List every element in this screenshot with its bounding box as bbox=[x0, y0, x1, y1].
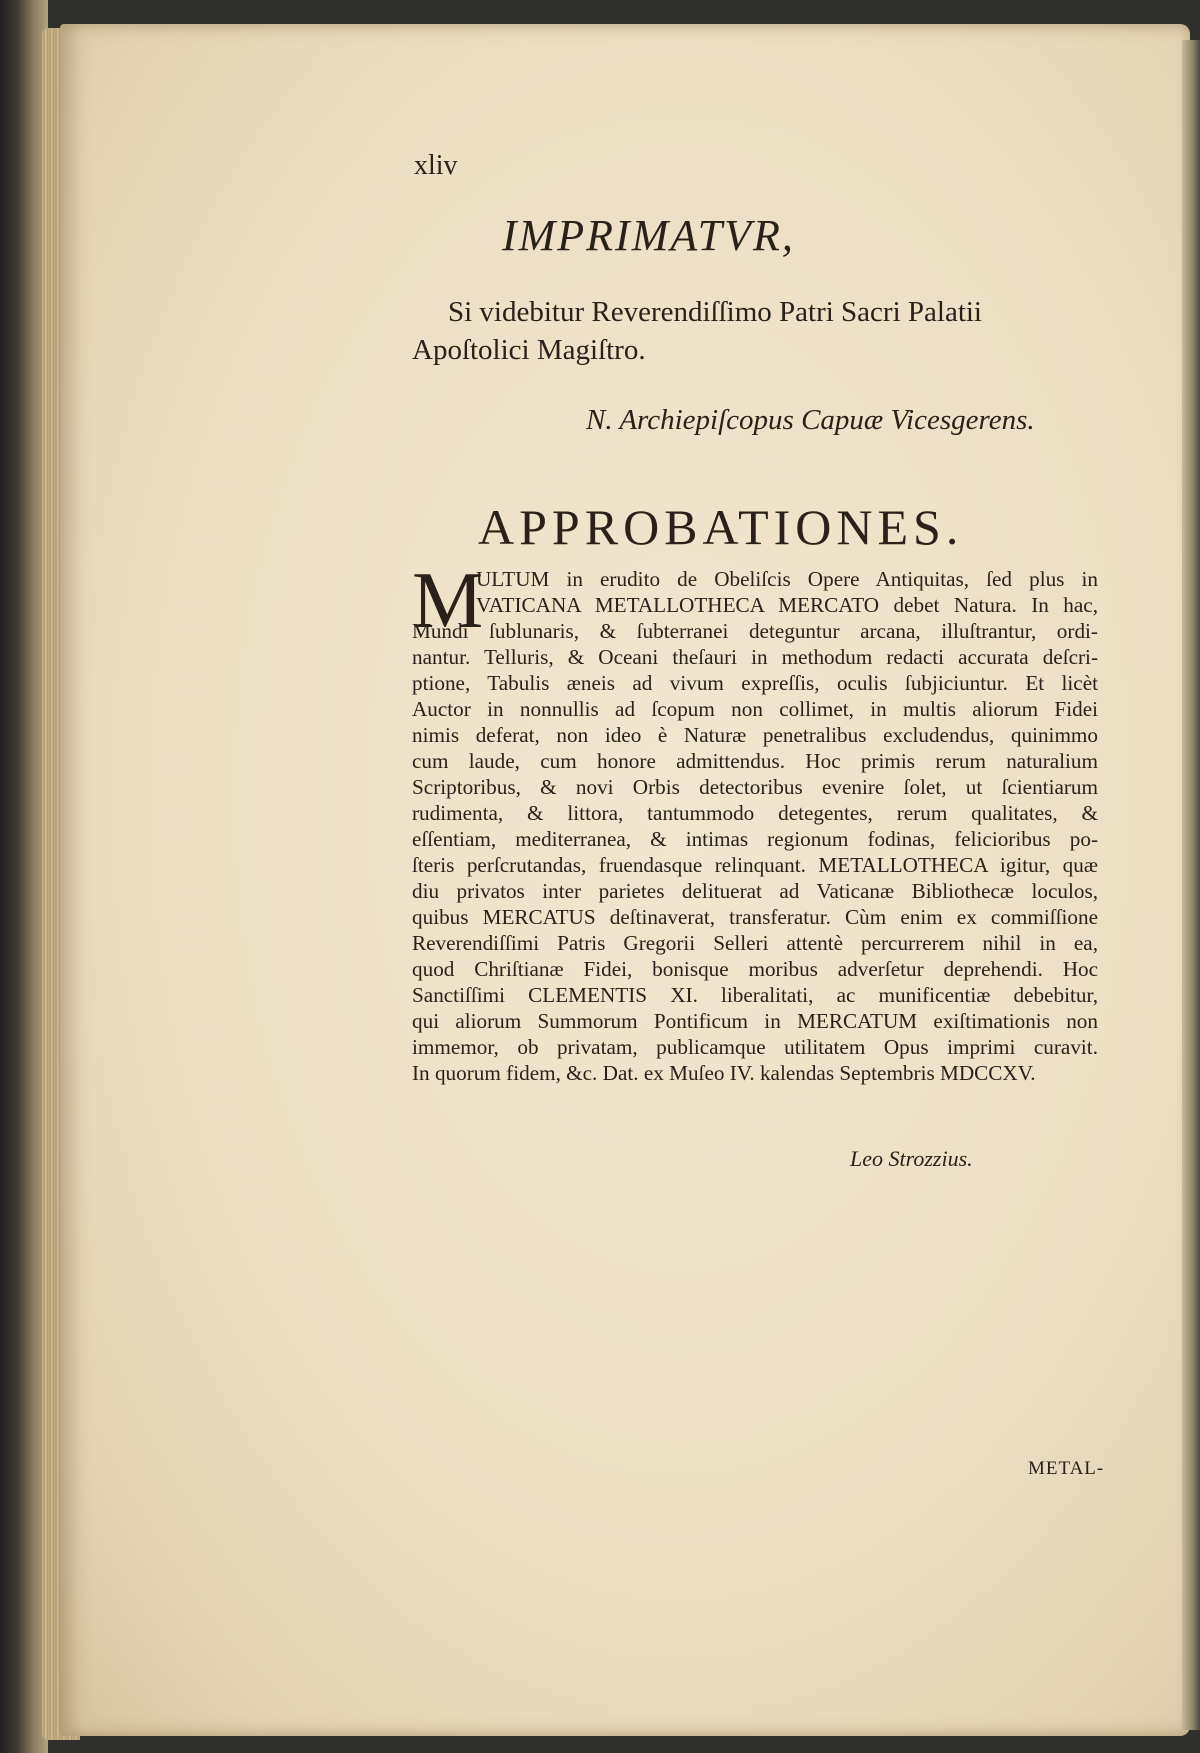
imprimatur-signature: N. Archiepiſcopus Capuæ Vicesgerens. bbox=[586, 404, 1035, 436]
approbation-text bbox=[412, 557, 1098, 1126]
page-number: xliv bbox=[414, 150, 458, 181]
body-line: In quorum fidem, &c. Dat. ex Muſeo IV. kalendas Septembris MDCCXV. bbox=[412, 1061, 1036, 1085]
body-line: rudimenta, & littora, tantummodo detegentes, rerum qualitates, & bbox=[412, 801, 1098, 825]
body-line: Reverendiſſimi Patris Gregorii Selleri attentè percurrerem nihil in ea, bbox=[412, 931, 1098, 955]
body-line: Mundi ſublunaris, & ſubterranei deteguntur arcana, illuſtrantur, ordi- bbox=[412, 619, 1098, 643]
imprimatur-line-2: Apoſtolici Magiſtro. bbox=[412, 334, 646, 366]
body-line: immemor, ob privatam, publicamque utilitatem Opus imprimi curavit. bbox=[412, 1035, 1098, 1059]
section-title: APPROBATIONES. bbox=[478, 499, 964, 555]
imprimatur-heading: IMPRIMATVR, bbox=[502, 211, 795, 260]
body-line: nantur. Telluris, & Oceani theſauri in methodum redacti accurata deſcri- bbox=[412, 645, 1098, 669]
drop-cap: M bbox=[412, 557, 484, 645]
body-line: Sanctiſſimi CLEMENTIS XI. liberalitati, ac munificentiæ debebitur, bbox=[412, 983, 1098, 1007]
approbation-signature: Leo Strozzius. bbox=[850, 1146, 973, 1171]
body-line: VATICANA METALLOTHECA MERCATO debet Natura. In hac, bbox=[476, 593, 1098, 617]
body-line: ULTUM in erudito de Obeliſcis Opere Antiquitas, ſed plus in bbox=[476, 567, 1098, 591]
catchword: METAL- bbox=[1028, 1458, 1105, 1479]
body-line: nimis deferat, non ideo è Naturæ penetralibus excludendus, quinimmo bbox=[412, 723, 1098, 747]
body-line: cum laude, cum honore admittendus. Hoc primis rerum naturalium bbox=[412, 749, 1098, 773]
imprimatur-line-1: Si videbitur Reverendiſſimo Patri Sacri Palatii bbox=[448, 296, 982, 328]
body-line: eſſentiam, mediterranea, & intimas regionum fodinas, felicioribus po- bbox=[412, 827, 1098, 851]
body-line: qui aliorum Summorum Pontificum in MERCATUM exiſtimationis non bbox=[412, 1009, 1098, 1033]
facing-page-edge bbox=[1182, 40, 1200, 1730]
body-line: quod Chriſtianæ Fidei, bonisque moribus adverſetur deprehendi. Hoc bbox=[412, 957, 1098, 981]
body-line: ſteris perſcrutandas, fruendasque relinquant. METALLOTHECA igitur, quæ bbox=[412, 853, 1098, 877]
binding-edge bbox=[0, 0, 48, 1753]
body-line: quibus MERCATUS deſtinaverat, transferatur. Cùm enim ex commiſſione bbox=[412, 905, 1098, 929]
body-line: ptione, Tabulis æneis ad vivum expreſſis, oculis ſubjiciuntur. Et licèt bbox=[412, 671, 1098, 695]
body-line: diu privatos inter parietes delituerat ad Vaticanæ Bibliothecæ loculos, bbox=[412, 879, 1098, 903]
body-line: Scriptoribus, & novi Orbis detectoribus evenire ſolet, ut ſcientiarum bbox=[412, 775, 1098, 799]
body-line: Auctor in nonnullis ad ſcopum non collimet, in multis aliorum Fidei bbox=[412, 697, 1098, 721]
